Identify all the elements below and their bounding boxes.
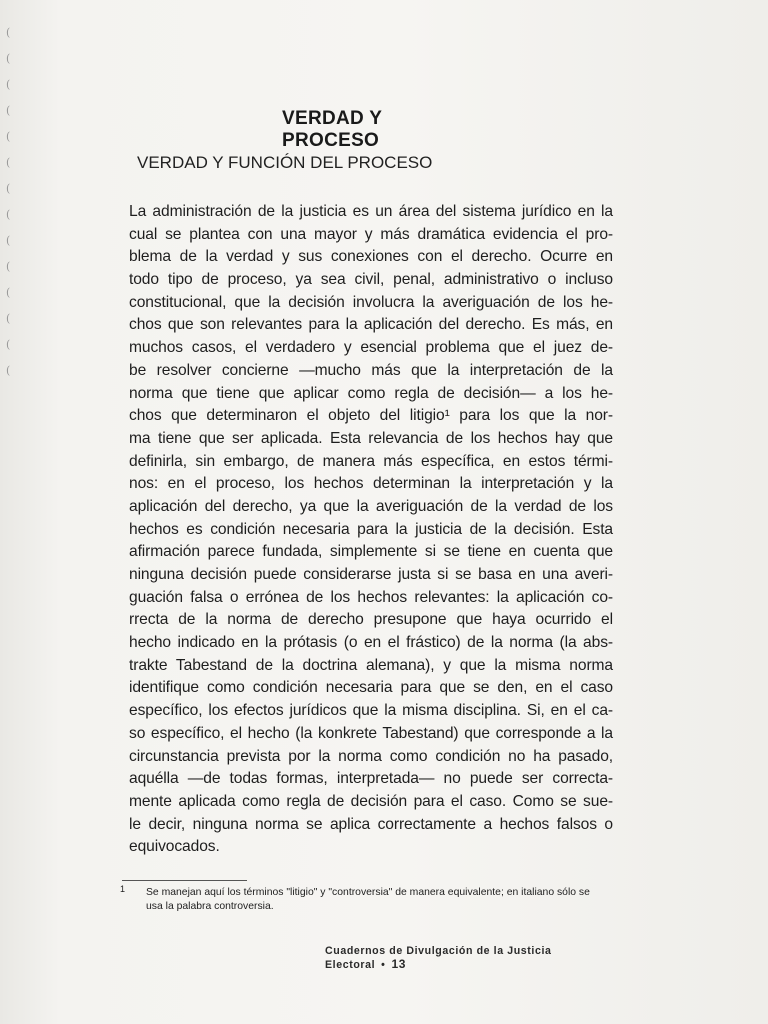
footnote-text: Se manejan aquí los términos "litigio" y "controversia" de manera equivalente; en italiano sólo se usa la palabra controversia. xyxy=(146,887,590,912)
footnote-divider xyxy=(122,880,247,881)
body-line: definirla, sin embargo, de manera más específica, en estos térmi- xyxy=(129,452,613,470)
body-line: constitucional, que la decisión involucra la averiguación de los he- xyxy=(129,293,613,311)
footer-separator: • xyxy=(381,959,386,971)
section-heading: VERDAD Y FUNCIÓN DEL PROCESO xyxy=(137,153,433,172)
margin-binding-marks: ( ( ( ( ( ( ( ( ( ( ( ( ( ( xyxy=(6,26,11,377)
body-line: nos: en el proceso, los hechos determinan la interpretación y la xyxy=(129,475,613,493)
body-line: be resolver concierne —mucho más que la interpretación de la xyxy=(129,361,613,379)
page-title: VERDAD Y PROCESO xyxy=(282,108,382,151)
body-line: identifique como condición necesaria para que se den, en el caso xyxy=(129,679,613,697)
body-line: guación falsa o errónea de los hechos relevantes: la aplicación co- xyxy=(129,588,613,606)
page-footer xyxy=(325,945,625,971)
body-line: norma que tiene que aplicar como regla de decisión— a los he- xyxy=(129,384,613,402)
body-line: trakte Tabestand de la doctrina alemana), y que la misma norma xyxy=(129,656,613,674)
footnote-number: 1 xyxy=(120,884,126,894)
body-line: ma tiene que ser aplicada. Esta relevancia de los hechos hay que xyxy=(129,429,613,447)
body-line: rrecta de la norma de derecho presupone que haya ocurrido el xyxy=(129,611,613,629)
body-line: afirmación parece fundada, simplemente si se tiene en cuenta que xyxy=(129,543,613,561)
body-line: La administración de la justicia es un área del sistema jurídico en la xyxy=(129,203,613,220)
footer-publication: Cuadernos de Divulgación de la Justicia Electoral xyxy=(325,945,552,971)
body-line: equivocados. xyxy=(129,838,220,856)
body-line: hechos es condición necesaria para la justicia de la decisión. Esta xyxy=(129,520,613,538)
body-line: muchos casos, el verdadero y esencial problema que el juez de- xyxy=(129,339,613,357)
body-line: chos que son relevantes para la aplicación del derecho. Es más, en xyxy=(129,316,613,334)
body-line: hecho indicado en la prótasis (o en el frástico) de la norma (la abs- xyxy=(129,634,613,652)
body-line: ninguna decisión puede considerarse justa si se basa en una averi- xyxy=(129,566,613,583)
body-line: aplicación del derecho, ya que la averiguación de la verdad de los xyxy=(129,497,613,515)
body-line: so específico, el hecho (la konkrete Tabestand) que corresponde a la xyxy=(129,724,613,742)
body-line: blema de la verdad y sus conexiones con el derecho. Ocurre en xyxy=(129,248,613,266)
body-line: todo tipo de proceso, ya sea civil, penal, administrativo o incluso xyxy=(129,271,613,289)
body-line: aquélla —de todas formas, interpretada— no puede ser correcta- xyxy=(129,770,613,788)
body-line: específico, los efectos jurídicos que la misma disciplina. Si, en el ca- xyxy=(129,702,613,720)
body-line: chos que determinaron el objeto del litigio¹ para los que la nor- xyxy=(129,407,613,425)
page-number: 13 xyxy=(391,957,407,971)
body-line: mente aplicada como regla de decisión para el caso. Como se sue- xyxy=(129,792,613,810)
body-line: cual se plantea con una mayor y más dramática evidencia el pro- xyxy=(129,225,613,243)
body-paragraph xyxy=(129,201,613,859)
body-line: le decir, ninguna norma se aplica correctamente a hechos falsos o xyxy=(129,815,613,833)
body-line: circunstancia prevista por la norma como condición no ha pasado, xyxy=(129,747,613,765)
